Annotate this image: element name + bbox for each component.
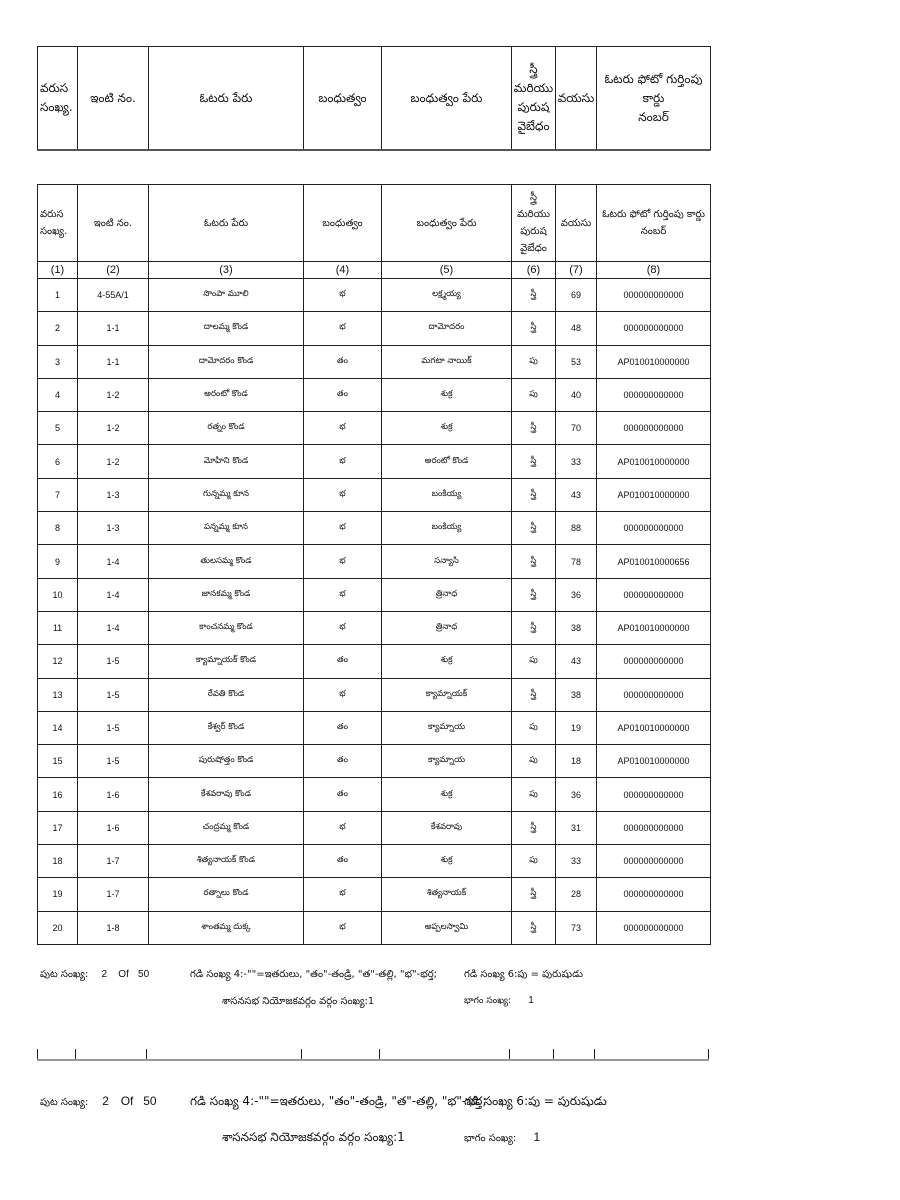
card-number-cell: 000000000000 — [597, 578, 711, 611]
gender-cell: స్త్రీ — [512, 445, 556, 478]
relation-name-cell: శుక్ర — [382, 645, 512, 678]
house-no-cell: 1-5 — [78, 678, 149, 711]
house-no-cell: 1-4 — [78, 611, 149, 644]
table-row — [38, 312, 711, 345]
header-gender-line4: వైబేధం — [517, 119, 550, 133]
serial-cell: 20 — [38, 911, 78, 944]
relation-name-cell: క్యామ్నాయక్ — [382, 678, 512, 711]
column-number: (4) — [304, 262, 382, 279]
relation-cell: తం — [304, 645, 382, 678]
relation-name-cell: బంకియ్య — [382, 512, 512, 545]
header-relation: బంధుత్వం — [304, 185, 382, 262]
age-cell: 36 — [556, 578, 597, 611]
house-no-cell: 1-5 — [78, 645, 149, 678]
header-gender-line2: మరియు — [513, 81, 554, 95]
table-row — [38, 811, 711, 844]
header-card-line2: నంబర్ — [640, 226, 667, 237]
relation-cell: భ — [304, 811, 382, 844]
voter-name-cell: కాంచనమ్మ కొండ — [149, 611, 304, 644]
column-number: (7) — [556, 262, 597, 279]
header-house-no: ఇంటి నం. — [78, 47, 149, 151]
serial-cell: 19 — [38, 878, 78, 911]
header-house-no: ఇంటి నం. — [78, 185, 149, 262]
serial-cell: 9 — [38, 545, 78, 578]
relation-name-cell: శుక్ర — [382, 845, 512, 878]
relation-cell: భ — [304, 478, 382, 511]
header-card-no — [597, 185, 711, 262]
card-number-cell: 000000000000 — [597, 279, 711, 312]
serial-cell: 10 — [38, 578, 78, 611]
gender-cell: పు — [512, 845, 556, 878]
serial-cell: 2 — [38, 312, 78, 345]
card-number-cell: 000000000000 — [597, 778, 711, 811]
relation-cell: భ — [304, 678, 382, 711]
relation-cell: తం — [304, 378, 382, 411]
age-cell: 73 — [556, 911, 597, 944]
relation-name-cell: శుక్ర — [382, 378, 512, 411]
stub-cell — [554, 1049, 595, 1060]
voter-rows — [38, 279, 711, 945]
standalone-header-table — [37, 46, 711, 151]
relation-name-cell: సన్యాసి — [382, 545, 512, 578]
header-gender-line1: స్త్రీ — [529, 192, 538, 203]
age-cell: 18 — [556, 745, 597, 778]
relation-cell: భ — [304, 911, 382, 944]
page-total: 50 — [138, 969, 150, 980]
age-cell: 31 — [556, 811, 597, 844]
serial-cell: 12 — [38, 645, 78, 678]
table-row — [38, 911, 711, 944]
table-row — [38, 478, 711, 511]
table-row — [38, 678, 711, 711]
header-relation-name: బంధుత్వం పేరు — [382, 47, 512, 151]
table-row — [38, 645, 711, 678]
header-age: వయసు — [556, 47, 597, 151]
voter-name-cell: అరంటో కొండ — [149, 378, 304, 411]
serial-cell: 3 — [38, 345, 78, 378]
house-no-cell: 1-2 — [78, 378, 149, 411]
header-gender-line3: పురుష — [520, 226, 547, 237]
relation-name-cell: త్రినాధ — [382, 578, 512, 611]
card-number-cell: AP010010000000 — [597, 345, 711, 378]
relation-cell: భ — [304, 578, 382, 611]
table-row — [38, 711, 711, 744]
voter-name-cell: పురుషోత్తం కొండ — [149, 745, 304, 778]
relation-cell: భ — [304, 611, 382, 644]
table-row — [38, 412, 711, 445]
relation-cell: భ — [304, 412, 382, 445]
gender-cell: స్త్రీ — [512, 412, 556, 445]
house-no-cell: 1-7 — [78, 878, 149, 911]
voter-name-cell: రత్నం కొండ — [149, 412, 304, 445]
house-no-cell: 1-6 — [78, 778, 149, 811]
house-no-cell: 1-3 — [78, 478, 149, 511]
card-number-cell: 000000000000 — [597, 678, 711, 711]
age-cell: 53 — [556, 345, 597, 378]
header-gender — [512, 47, 556, 151]
table-row — [38, 778, 711, 811]
voter-name-cell: రత్నాలు కొండ — [149, 878, 304, 911]
table-row — [38, 512, 711, 545]
card-number-cell: 000000000000 — [597, 811, 711, 844]
gender-cell: పు — [512, 745, 556, 778]
table-stub-lines — [37, 1049, 709, 1061]
relation-cell: తం — [304, 711, 382, 744]
header-card-line1: ఓటరు ఫోటో గుర్తింపు కార్డు — [604, 71, 703, 105]
gender-cell: స్త్రీ — [512, 312, 556, 345]
serial-cell: 5 — [38, 412, 78, 445]
age-cell: 48 — [556, 312, 597, 345]
house-no-cell: 1-2 — [78, 412, 149, 445]
relation-cell: భ — [304, 312, 382, 345]
table-row — [38, 545, 711, 578]
age-cell: 43 — [556, 645, 597, 678]
relation-cell: భ — [304, 512, 382, 545]
voter-name-cell: సొంపా మూలి — [149, 279, 304, 312]
gender-cell: పు — [512, 378, 556, 411]
serial-cell: 15 — [38, 745, 78, 778]
relation-name-cell: బంకియ్య — [382, 478, 512, 511]
header-card-line2: నంబర్ — [638, 109, 669, 124]
card-number-cell: 000000000000 — [597, 378, 711, 411]
relation-cell: భ — [304, 545, 382, 578]
relation-name-cell: క్యామ్నాయ — [382, 745, 512, 778]
stub-cell — [595, 1049, 709, 1060]
age-cell: 38 — [556, 611, 597, 644]
header-serial-line1: వరుస — [40, 81, 69, 95]
header-serial-line2: సంఖ్య. — [40, 100, 73, 114]
card-number-cell: AP010010000000 — [597, 611, 711, 644]
part-no: 1 — [528, 995, 534, 1006]
relation-name-cell: శుక్ర — [382, 412, 512, 445]
house-no-cell: 1-1 — [78, 345, 149, 378]
house-no-cell: 1-7 — [78, 845, 149, 878]
voter-name-cell: శాంతమ్మ దుక్క — [149, 911, 304, 944]
stub-cell — [380, 1049, 510, 1060]
serial-cell: 7 — [38, 478, 78, 511]
page-label: పుట సంఖ్య: — [40, 1097, 89, 1108]
column4-legend: గడి సంఖ్య 4:-""=ఇతరులు, "తం"-తండ్రి, "త"-తల్లి, "భ"-భర్త; — [190, 969, 438, 980]
house-no-cell: 1-5 — [78, 711, 149, 744]
voter-list-table — [37, 184, 711, 945]
header-gender-line2: మరియు — [517, 209, 550, 220]
voter-name-cell: పన్నమ్మ కూన — [149, 512, 304, 545]
gender-cell: స్త్రీ — [512, 478, 556, 511]
header-card-no — [597, 47, 711, 151]
house-no-cell: 1-4 — [78, 578, 149, 611]
of-label: Of — [120, 1094, 134, 1108]
header-serial — [38, 185, 78, 262]
card-number-cell: 000000000000 — [597, 845, 711, 878]
relation-name-cell: శుక్ర — [382, 778, 512, 811]
gender-cell: పు — [512, 711, 556, 744]
stub-cell — [147, 1049, 302, 1060]
header-serial-line2: సంఖ్య. — [40, 226, 68, 237]
voter-name-cell: తులసమ్మ కొండ — [149, 545, 304, 578]
relation-name-cell: కేశవరావు — [382, 811, 512, 844]
header-voter-name: ఓటరు పేరు — [149, 185, 304, 262]
relation-name-cell: మగటా నాయిక్ — [382, 345, 512, 378]
age-cell: 33 — [556, 445, 597, 478]
part-no: 1 — [533, 1130, 541, 1144]
page-no: 2 — [101, 969, 108, 980]
age-cell: 28 — [556, 878, 597, 911]
relation-name-cell: త్రినాధ — [382, 611, 512, 644]
stub-row — [38, 1049, 709, 1060]
card-number-cell: 000000000000 — [597, 645, 711, 678]
column-number: (2) — [78, 262, 149, 279]
header-gender-line4: వైబేధం — [520, 243, 547, 254]
header-gender — [512, 185, 556, 262]
table-row — [38, 878, 711, 911]
header-voter-name: ఓటరు పేరు — [149, 47, 304, 151]
card-number-cell: AP010010000000 — [597, 711, 711, 744]
gender-cell: స్త్రీ — [512, 911, 556, 944]
header-card-line1: ఓటరు ఫోటో గుర్తింపు కార్డు — [602, 209, 705, 220]
part-number — [464, 995, 534, 1008]
table-row — [38, 611, 711, 644]
table-row — [38, 745, 711, 778]
column-number: (6) — [512, 262, 556, 279]
relation-name-cell: శిత్యనాయక్ — [382, 878, 512, 911]
card-number-cell: AP010010000000 — [597, 478, 711, 511]
voter-name-cell: గున్నమ్మ కూన — [149, 478, 304, 511]
age-cell: 70 — [556, 412, 597, 445]
relation-name-cell: దామోదరం — [382, 312, 512, 345]
gender-cell: స్త్రీ — [512, 578, 556, 611]
serial-cell: 11 — [38, 611, 78, 644]
relation-cell: భ — [304, 445, 382, 478]
house-no-cell: 1-8 — [78, 911, 149, 944]
header-age: వయసు — [556, 185, 597, 262]
voter-name-cell: కేశ్వర్ కొండ — [149, 711, 304, 744]
gender-cell: స్త్రీ — [512, 811, 556, 844]
table-row — [38, 578, 711, 611]
gender-cell: స్త్రీ — [512, 878, 556, 911]
card-number-cell: 000000000000 — [597, 878, 711, 911]
age-cell: 88 — [556, 512, 597, 545]
card-number-cell: AP010010000656 — [597, 545, 711, 578]
house-no-cell: 4-55A/1 — [78, 279, 149, 312]
column6-legend-2: గడి సంఖ్య 6:పు = పురుషుడు — [464, 1094, 607, 1108]
voter-name-cell: దామోదరం కొండ — [149, 345, 304, 378]
serial-cell: 18 — [38, 845, 78, 878]
header-row — [38, 185, 711, 262]
serial-cell: 8 — [38, 512, 78, 545]
card-number-cell: AP010010000000 — [597, 745, 711, 778]
voter-name-cell: క్యామ్నాయక్ కొండ — [149, 645, 304, 678]
part-label: భాగం సంఖ్య: — [464, 1133, 517, 1144]
page-total: 50 — [143, 1094, 157, 1108]
relation-cell: భ — [304, 878, 382, 911]
header-relation-name: బంధుత్వం పేరు — [382, 185, 512, 262]
table-row — [38, 445, 711, 478]
header-serial-line1: వరుస — [40, 209, 64, 220]
card-number-cell: 000000000000 — [597, 911, 711, 944]
house-no-cell: 1-5 — [78, 745, 149, 778]
of-label: Of — [118, 969, 129, 980]
house-no-cell: 1-4 — [78, 545, 149, 578]
age-cell: 19 — [556, 711, 597, 744]
age-cell: 78 — [556, 545, 597, 578]
voter-name-cell: చంద్రమ్మ కొండ — [149, 811, 304, 844]
column-number-row — [38, 262, 711, 279]
voter-name-cell: జానకమ్మ కొండ — [149, 578, 304, 611]
voter-name-cell: రేవతి కొండ — [149, 678, 304, 711]
header-relation: బంధుత్వం — [304, 47, 382, 151]
page-number-label — [40, 968, 149, 982]
column-number: (1) — [38, 262, 78, 279]
column6-legend: గడి సంఖ్య 6:పు = పురుషుడు — [464, 969, 583, 980]
relation-cell: తం — [304, 845, 382, 878]
age-cell: 33 — [556, 845, 597, 878]
constituency-number-2: శాసనసభ నియోజకవర్గం వర్గం సంఖ్య:1 — [222, 1130, 405, 1144]
gender-cell: స్త్రీ — [512, 678, 556, 711]
house-no-cell: 1-1 — [78, 312, 149, 345]
table-row — [38, 345, 711, 378]
voter-name-cell: శిత్యనాయక్ కొండ — [149, 845, 304, 878]
voter-name-cell: దాలమ్మ కొండ — [149, 312, 304, 345]
house-no-cell: 1-6 — [78, 811, 149, 844]
column-number: (8) — [597, 262, 711, 279]
voter-name-cell: కేశవరావు కొండ — [149, 778, 304, 811]
gender-cell: పు — [512, 345, 556, 378]
relation-cell: తం — [304, 745, 382, 778]
relation-name-cell: అరంటో కొండ — [382, 445, 512, 478]
relation-cell: తం — [304, 778, 382, 811]
voter-name-cell: మోహిని కొండ — [149, 445, 304, 478]
header-serial — [38, 47, 78, 151]
relation-cell: భ — [304, 279, 382, 312]
header-gender-line3: పురుష — [517, 100, 550, 114]
page-label: పుట సంఖ్య: — [40, 969, 89, 980]
relation-name-cell: అప్పలస్వామి — [382, 911, 512, 944]
table-row — [38, 845, 711, 878]
column4-legend-2: గడి సంఖ్య 4:-""=ఇతరులు, "తం"-తండ్రి, "త"-తల్లి, "భ"-భర్త; — [190, 1094, 487, 1108]
header-row — [38, 47, 711, 151]
gender-cell: స్త్రీ — [512, 512, 556, 545]
part-label: భాగం సంఖ్య: — [464, 996, 512, 1006]
gender-cell: స్త్రీ — [512, 545, 556, 578]
constituency-number: శాసనసభ నియోజకవర్గం వర్గం సంఖ్య:1 — [222, 996, 375, 1007]
serial-cell: 14 — [38, 711, 78, 744]
house-no-cell: 1-2 — [78, 445, 149, 478]
card-number-cell: 000000000000 — [597, 512, 711, 545]
serial-cell: 17 — [38, 811, 78, 844]
relation-name-cell: క్యామ్నాయ — [382, 711, 512, 744]
header-gender-line1: స్త్రీ — [529, 62, 538, 76]
stub-cell — [76, 1049, 147, 1060]
gender-cell: స్త్రీ — [512, 279, 556, 312]
part-number-2 — [464, 1130, 540, 1146]
serial-cell: 4 — [38, 378, 78, 411]
table-row — [38, 378, 711, 411]
card-number-cell: 000000000000 — [597, 312, 711, 345]
page-number-label-2 — [40, 1094, 157, 1110]
age-cell: 36 — [556, 778, 597, 811]
stub-cell — [510, 1049, 554, 1060]
age-cell: 43 — [556, 478, 597, 511]
age-cell: 40 — [556, 378, 597, 411]
card-number-cell: AP010010000000 — [597, 445, 711, 478]
card-number-cell: 000000000000 — [597, 412, 711, 445]
stub-cell — [302, 1049, 380, 1060]
relation-cell: తం — [304, 345, 382, 378]
gender-cell: పు — [512, 645, 556, 678]
age-cell: 38 — [556, 678, 597, 711]
gender-cell: పు — [512, 778, 556, 811]
page-no: 2 — [102, 1094, 109, 1108]
house-no-cell: 1-3 — [78, 512, 149, 545]
relation-name-cell: లక్ష్మయ్య — [382, 279, 512, 312]
age-cell: 69 — [556, 279, 597, 312]
column-number: (3) — [149, 262, 304, 279]
serial-cell: 6 — [38, 445, 78, 478]
column-number: (5) — [382, 262, 512, 279]
serial-cell: 1 — [38, 279, 78, 312]
stub-cell — [38, 1049, 76, 1060]
gender-cell: స్త్రీ — [512, 611, 556, 644]
serial-cell: 13 — [38, 678, 78, 711]
serial-cell: 16 — [38, 778, 78, 811]
table-row — [38, 279, 711, 312]
